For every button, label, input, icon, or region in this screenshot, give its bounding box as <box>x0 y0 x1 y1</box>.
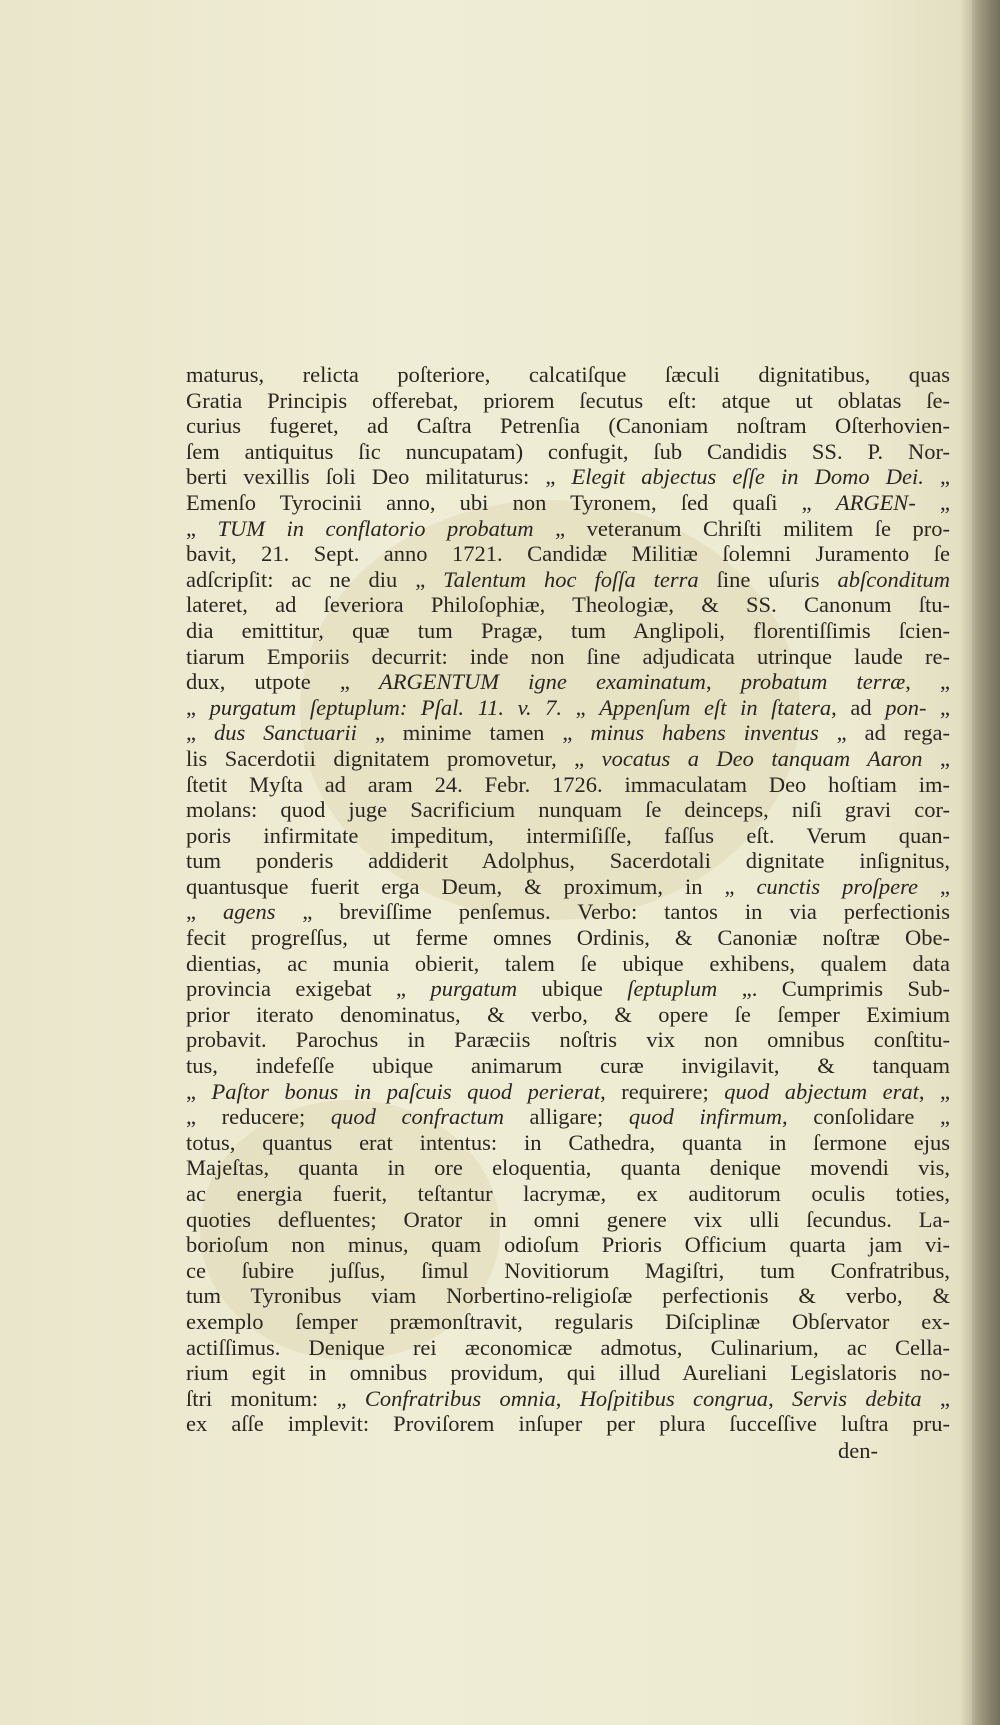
text-line <box>186 516 950 542</box>
text-segment: „ <box>922 745 950 771</box>
text-line <box>186 1386 950 1412</box>
text-segment: berti vexillis ſoli Deo militaturus: „ <box>186 464 572 490</box>
text-segment: „ minime tamen „ <box>356 720 591 746</box>
text-segment: tum Tyronibus viam Norbertino-religioſæ perfectionis & verbo, & <box>186 1283 950 1309</box>
text-segment: , „ <box>905 669 950 695</box>
text-line <box>186 951 950 977</box>
italic-text: ARGENTUM igne examinatum <box>378 669 706 695</box>
italic-text: purgatum ſeptuplum: Pſal. 11. v. 7. <box>209 694 563 720</box>
text-segment: , „ <box>918 1078 950 1104</box>
catchword: den- <box>838 1438 878 1463</box>
text-line <box>186 925 950 951</box>
text-segment: „ <box>186 899 223 925</box>
text-segment: ſine uſuris <box>698 566 838 592</box>
text-segment: ſtetit Myſta ad aram 24. Febr. 1726. immaculatam Deo hoſtiam im- <box>186 771 950 797</box>
text-segment: , <box>768 1385 793 1411</box>
text-line <box>186 1002 950 1028</box>
text-segment: ce ſubire juſſus, ſimul Novitiorum Magiſtri, tum Confratribus, <box>186 1257 950 1283</box>
text-line <box>186 797 950 823</box>
text-segment: „ <box>915 489 950 515</box>
text-segment: Majeſtas, quanta in ore eloquentia, quanta denique movendi vis, <box>186 1155 950 1181</box>
text-line <box>186 669 950 695</box>
text-segment: „ <box>186 515 218 541</box>
text-line <box>186 567 950 593</box>
italic-text: vocatus a Deo tanquam Aaron <box>601 745 923 771</box>
text-segment: tiarum Emporiis decurrit: inde non ſine adjudicata utrinque laude re- <box>186 643 950 669</box>
text-segment: dientias, ac munia obierit, talem ſe ubique exhibens, qualem data <box>186 950 950 976</box>
text-line <box>186 1335 950 1361</box>
text-segment: rium egit in omnibus providum, qui illud Aureliani Legislatoris no- <box>186 1360 950 1386</box>
text-segment: „ <box>917 873 950 899</box>
text-line <box>186 490 950 516</box>
text-segment: „ <box>186 694 210 720</box>
text-segment: , conſolidare „ <box>781 1104 950 1130</box>
text-line <box>186 1155 950 1181</box>
italic-text: minus habens inventus <box>590 720 819 746</box>
text-segment: lis Sacerdotii dignitatem promovetur, „ <box>186 745 602 771</box>
text-segment: ac energia fuerit, teſtantur lacrymæ, ex auditorum oculis toties, <box>186 1181 950 1206</box>
page-edge <box>972 0 1000 1725</box>
italic-text: quod infirmum <box>628 1104 782 1130</box>
text-line <box>186 823 950 849</box>
text-segment: totus, quantus erat intentus: in Cathedra, quanta in ſermone ejus <box>186 1129 950 1155</box>
text-line <box>186 1283 950 1309</box>
text-segment: ex aſſe implevit: Proviſorem inſuper per plura ſucceſſive luſtra pru- <box>186 1411 950 1437</box>
text-line <box>186 746 950 772</box>
text-segment: ſem antiquitus ſic nuncupatam) confugit, ſub Candidis SS. P. Nor- <box>186 438 950 464</box>
text-segment: molans: quod juge Sacrificium nunquam ſe deinceps, niſi gravi cor- <box>186 797 950 823</box>
italic-text: quod confractum <box>330 1104 504 1130</box>
text-segment: dia emittitur, quæ tum Pragæ, tum Anglipoli, florentiſſimis ſcien- <box>186 617 950 643</box>
text-segment: , <box>555 1385 580 1411</box>
text-segment: curius fugeret, ad Caſtra Petrenſia (Canoniam noſtram Oſterhovien- <box>186 413 950 439</box>
text-line <box>186 1053 950 1079</box>
text-line <box>186 644 950 670</box>
text-segment: borioſum non minus, quam odioſum Prioris Officium quarta jam vi- <box>186 1232 950 1258</box>
text-segment: „ <box>186 720 214 746</box>
text-line <box>186 874 950 900</box>
text-line <box>186 362 950 388</box>
italic-text: Paſtor bonus in paſcuis quod perierat <box>211 1078 601 1104</box>
italic-text: abſconditum <box>837 566 950 592</box>
text-line <box>186 1360 950 1386</box>
text-segment: provincia exigebat „ <box>186 976 431 1002</box>
text-segment: „ reducere; <box>186 1104 331 1130</box>
text-segment: adſcripſit: ac ne diu „ <box>186 566 444 592</box>
text-segment: „. Cumprimis Sub- <box>717 976 950 1002</box>
text-line <box>186 388 950 414</box>
text-segment: „ <box>923 464 950 490</box>
text-segment: „ <box>562 694 600 720</box>
text-line <box>186 592 950 618</box>
text-line <box>186 1411 950 1437</box>
text-segment: maturus, relicta poſteriore, calcatiſque ſæculi dignitatibus, quas <box>186 362 950 387</box>
text-line <box>186 899 950 925</box>
italic-text: dus Sanctuarii <box>213 720 357 746</box>
text-segment: „ <box>186 1078 212 1104</box>
italic-text: Confratribus omnia <box>364 1385 556 1411</box>
text-segment: actiſſimus. Denique rei æconomicæ admotus, Culinarium, ac Cella- <box>186 1334 950 1360</box>
text-segment: probavit. Parochus in Paræciis noſtris vix non omnibus conſtitu- <box>186 1027 950 1053</box>
italic-text: ARGEN- <box>835 489 916 515</box>
text-segment: alligare; <box>503 1104 629 1130</box>
text-segment: bavit, 21. Sept. anno 1721. Candidæ Militiæ ſolemni Juramento ſe <box>186 541 950 567</box>
italic-text: Talentum hoc foſſa terra <box>443 566 699 592</box>
italic-text: cunctis proſpere <box>756 873 918 899</box>
text-segment: „ veteranum Chriſti militem ſe pro- <box>533 515 950 541</box>
text-segment: quantusque fuerit erga Deum, & proximum, in „ <box>186 873 757 899</box>
text-line <box>186 772 950 798</box>
text-segment: ſtri monitum: „ <box>186 1385 365 1411</box>
italic-text: probatum terræ <box>740 669 906 695</box>
text-segment: Emenſo Tyrocinii anno, ubi non Tyronem, ſed quaſi „ <box>186 489 836 515</box>
text-line <box>186 439 950 465</box>
text-line <box>186 1309 950 1335</box>
text-line <box>186 1181 950 1207</box>
italic-text: Servis debita <box>792 1385 922 1411</box>
text-segment: exemplo ſemper præmonſtravit, regularis Diſciplinæ Obſervator ex- <box>186 1308 950 1334</box>
text-line <box>186 1207 950 1233</box>
text-segment: „ breviſſime penſemus. Verbo: tantos in via perfectionis <box>275 899 950 925</box>
text-line <box>186 1258 950 1284</box>
text-line <box>186 720 950 746</box>
text-line <box>186 1079 950 1105</box>
text-line <box>186 1130 950 1156</box>
text-line <box>186 695 950 721</box>
text-line <box>186 541 950 567</box>
text-segment: , <box>705 669 741 695</box>
italic-text: Elegit abjectus eſſe in Domo Dei. <box>571 464 924 490</box>
text-line <box>186 618 950 644</box>
text-line <box>186 464 950 490</box>
text-segment: fecit progreſſus, ut ferme omnes Ordinis, & Canoniæ noſtræ Obe- <box>186 925 950 951</box>
text-line <box>186 976 950 1002</box>
italic-text: agens <box>222 899 276 925</box>
text-segment: , ad <box>831 694 886 720</box>
text-segment: tus, indefeſſe ubique animarum curæ invigilavit, & tanquam <box>186 1053 950 1079</box>
text-segment: ubique <box>517 976 628 1002</box>
text-line <box>186 1104 950 1130</box>
italic-text: TUM in conflatorio probatum <box>217 515 534 541</box>
text-line <box>186 413 950 439</box>
text-segment: „ <box>921 1385 950 1411</box>
italic-text: ſeptuplum <box>627 976 718 1002</box>
italic-text: Hoſpitibus congrua <box>579 1385 769 1411</box>
body-text <box>186 362 950 1437</box>
text-line <box>186 848 950 874</box>
text-segment: quoties defluentes; Orator in omni genere vix ulli ſecundus. La- <box>186 1206 950 1232</box>
text-segment: tum ponderis addiderit Adolphus, Sacerdotali dignitate inſignitus, <box>186 848 950 874</box>
text-segment: prior iterato denominatus, & verbo, & opere ſe ſemper Eximium <box>186 1001 950 1027</box>
italic-text: quod abjectum erat <box>724 1078 919 1104</box>
text-line <box>186 1232 950 1258</box>
italic-text: Appenſum eſt in ſtatera <box>599 694 832 720</box>
text-segment: „ ad rega- <box>818 720 950 746</box>
text-segment: poris infirmitate impeditum, intermiſiſſe, faſſus eſt. Verum quan- <box>186 822 950 848</box>
text-segment: dux, utpote „ <box>186 669 379 695</box>
text-segment: , requirere; <box>600 1078 725 1104</box>
italic-text: pon- <box>885 694 927 720</box>
text-segment: „ <box>926 694 951 720</box>
text-segment: Gratia Principis offerebat, priorem ſecutus eſt: atque ut oblatas ſe- <box>186 387 950 413</box>
text-segment: lateret, ad ſeveriora Philoſophiæ, Theologiæ, & SS. Canonum ſtu- <box>186 592 950 618</box>
italic-text: purgatum <box>430 976 518 1002</box>
text-line <box>186 1027 950 1053</box>
